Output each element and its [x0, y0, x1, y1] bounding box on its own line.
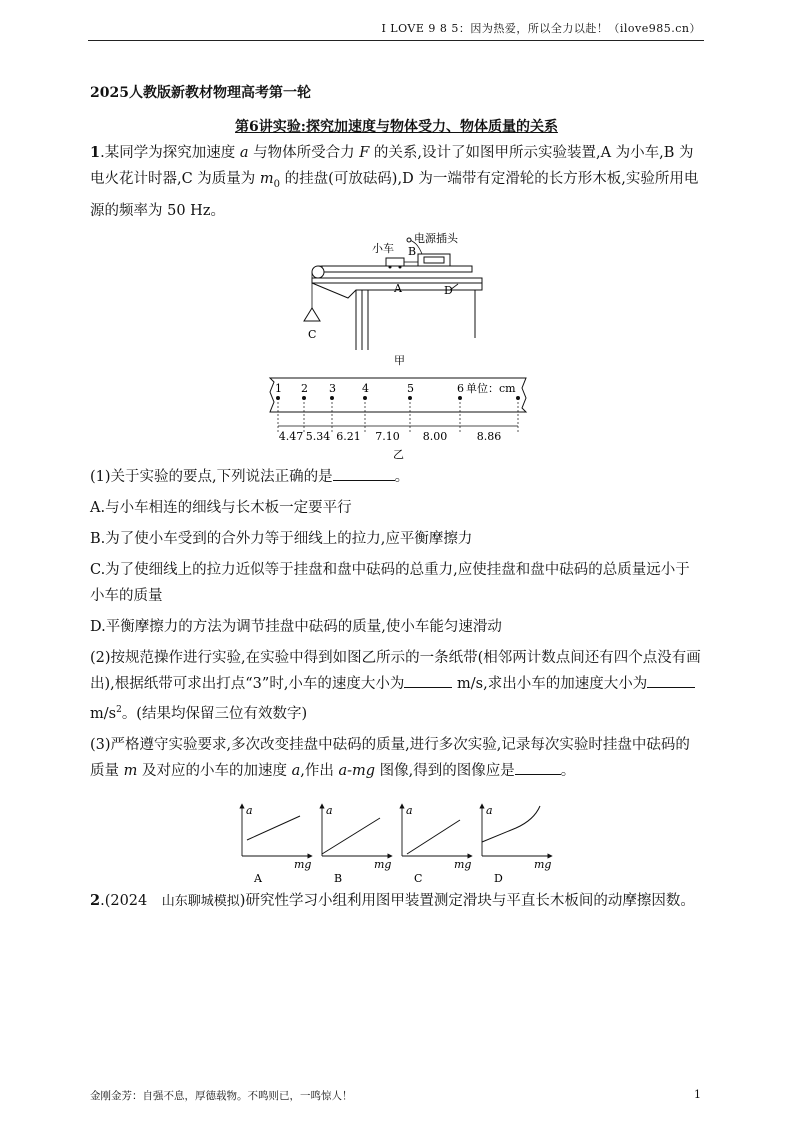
- tape-distance-label: 4.47: [278, 430, 304, 443]
- q2: 2.(2024 山东聊城模拟)研究性学习小组利用图甲装置测定滑块与平直长木板间的动摩擦因数。: [90, 892, 695, 909]
- part3: (3)严格遵守实验要求,多次改变挂盘中砝码的质量,进行多次实验,记录每次实验时挂盘中砝码的质量 m 及对应的小车的加速度 a,作出 a-mg 图像,得到的图像应是 。: [90, 736, 690, 779]
- lecture-title: 第6讲实验:探究加速度与物体受力、物体质量的关系: [235, 119, 558, 135]
- graph-y-label: a: [246, 804, 253, 817]
- tape-unit: 单位：cm: [466, 382, 516, 395]
- graph-curve: [407, 820, 460, 854]
- pulley-icon: [312, 266, 324, 278]
- long-board: [322, 266, 472, 272]
- q2-source: 山东聊城模拟: [161, 894, 240, 909]
- tape-distance-label: 8.00: [422, 430, 448, 443]
- tape-distance-label: 5.34: [305, 430, 331, 443]
- amg-graphs: [232, 802, 562, 888]
- tape-dot: [302, 396, 306, 400]
- page-header: I LOVE 9 8 5：因为热爱，所以全力以赴！（ilove985.cn）: [381, 22, 701, 35]
- option-a: A.与小车相连的细线与长木板一定要平行: [90, 500, 352, 516]
- graph-option-label: D: [494, 872, 503, 885]
- q2-number: 2: [90, 892, 101, 909]
- graph-y-label: a: [406, 804, 413, 817]
- option-c: C.为了使细线上的拉力近似等于挂盘和盘中砝码的总重力,应使挂盘和盘中砝码的总质量远小于小车的质量: [90, 562, 690, 604]
- part2: (2)按规范操作进行实验,在实验中得到如图乙所示的一条纸带(相邻两计数点间还有四个点没有画出),根据纸带可求出打点“3”时,小车的速度大小为 m/s,求出小车的加速度大小为 $m/s^2$。(结果均保留三位有效数字): [90, 650, 701, 722]
- label-b: B: [408, 245, 417, 258]
- tape-dot: [458, 396, 462, 400]
- answer-blank-1[interactable]: [333, 465, 395, 481]
- graph-y-label: a: [486, 804, 493, 817]
- label-c: C: [308, 328, 317, 341]
- tape-point-label: 6: [457, 382, 464, 395]
- page-number: 1: [694, 1088, 701, 1101]
- tape-dot: [276, 396, 280, 400]
- apparatus-figure: [290, 228, 510, 368]
- graph-x-label: mg: [374, 858, 392, 871]
- footer-motto: 金刚金芳：自强不息，厚德载物。不鸣则已，一鸣惊人！: [90, 1090, 353, 1102]
- answer-blank-3[interactable]: [515, 759, 561, 775]
- tape-point-label: 3: [329, 382, 336, 395]
- caption-jia: 甲: [394, 354, 405, 367]
- graph-option-label: A: [254, 872, 262, 885]
- q1-parts: [90, 464, 704, 784]
- tape-point-label: 4: [362, 382, 369, 395]
- car-a: [386, 258, 404, 266]
- tape-dot: [330, 396, 334, 400]
- answer-blank-acceleration[interactable]: [647, 672, 695, 688]
- tape-point-label: 2: [301, 382, 308, 395]
- graph-x-label: mg: [534, 858, 552, 871]
- answer-blank-velocity[interactable]: [404, 672, 452, 688]
- header-divider: [88, 40, 704, 41]
- part1: (1)关于实验的要点,下列说法正确的是 。: [90, 464, 704, 490]
- graph-curve: [322, 818, 380, 854]
- doc-title: 2025人教版新教材物理高考第一轮: [90, 85, 311, 101]
- label-car: 小车: [372, 242, 394, 255]
- label-a: A: [394, 282, 402, 295]
- tape-dot: [363, 396, 367, 400]
- hanger-c: [304, 308, 320, 321]
- q1-intro: 1.某同学为探究加速度 a 与物体所受合力 F 的关系,设计了如图甲所示实验装置,A 为小车,B 为电火花计时器,C 为质量为 $m_0$ 的挂盘(可放砝码),D 为一端带有定滑轮的长方形木板,实验所用电源的频率为 50 Hz。: [90, 144, 699, 219]
- caption-yi: 乙: [393, 448, 404, 460]
- tape-dot: [408, 396, 412, 400]
- tape-figure: [264, 372, 534, 460]
- tape-distance-label: 8.86: [476, 430, 502, 443]
- label-power-plug: 电源插头: [414, 232, 458, 245]
- option-d: D.平衡摩擦力的方法为调节挂盘中砝码的质量,使小车能匀速滑动: [90, 619, 502, 635]
- graph-y-label: a: [326, 804, 333, 817]
- graph-x-label: mg: [294, 858, 312, 871]
- graph-option-label: C: [414, 872, 423, 885]
- label-d: D: [444, 284, 453, 297]
- tape-point-label: 5: [407, 382, 414, 395]
- graph-curve: [247, 816, 300, 840]
- graph-x-label: mg: [454, 858, 472, 871]
- graph-option-label: B: [334, 872, 343, 885]
- option-b: B.为了使小车受到的合外力等于细线上的拉力,应平衡摩擦力: [90, 531, 473, 547]
- tape-distance-label: 7.10: [375, 430, 400, 443]
- q1-number: 1: [90, 144, 101, 161]
- tape-dot: [516, 396, 520, 400]
- tape-point-label: 1: [275, 382, 282, 395]
- tape-distance-label: 6.21: [336, 430, 361, 443]
